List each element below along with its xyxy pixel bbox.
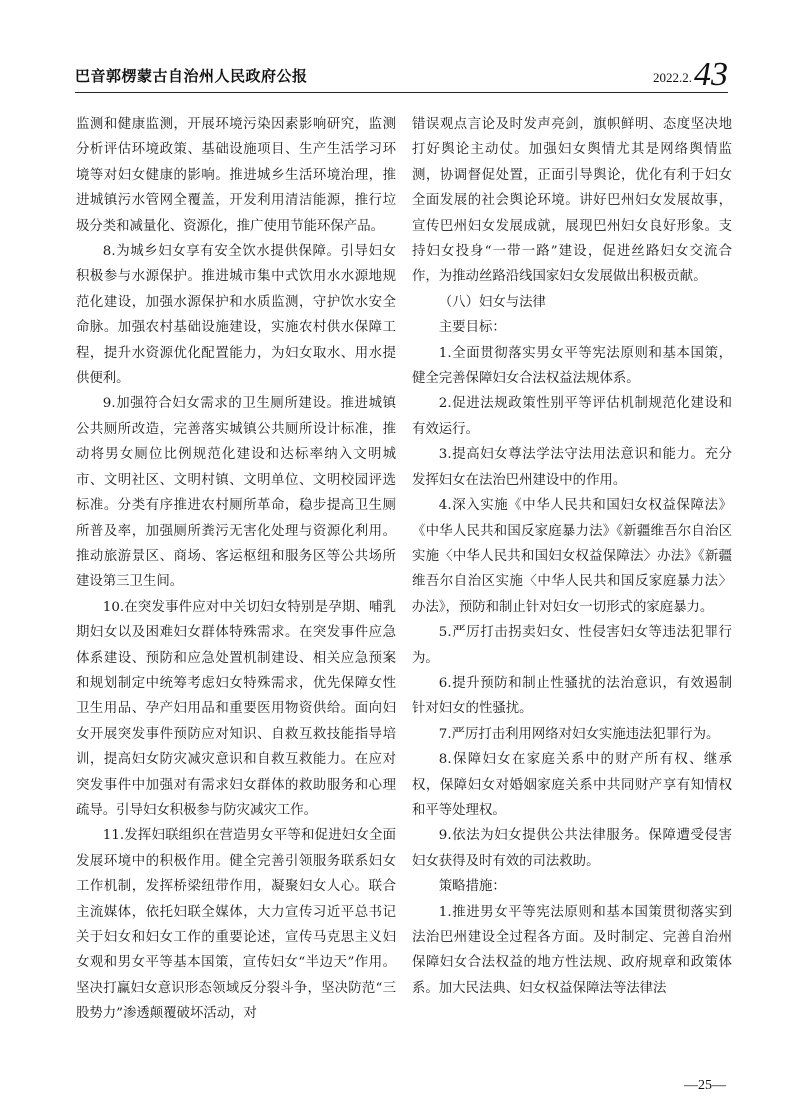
paragraph: 5.严厉打击拐卖妇女、性侵害妇女等违法犯罪行为。 (412, 625, 732, 666)
right-column (412, 112, 732, 1001)
paragraph: 1.全面贯彻落实男女平等宪法原则和基本国策，健全完善保障妇女合法权益法规体系。 (412, 345, 732, 387)
issue-large-number: 43 (694, 56, 728, 93)
paragraph: 4.深入实施《中华人民共和国妇女权益保障法》《中华人民共和国反家庭暴力法》《新疆维吾尔自治区实施〈中华人民共和国妇女权益保障法〉办法》《新疆维吾尔自治区实施〈中华人民共和国反家庭暴力法〉办法》，预防和制止针对妇女一切形式的家庭暴力。 (412, 498, 732, 615)
paragraph: 7.严厉打击利用网络对妇女实施违法犯罪行为。 (438, 726, 720, 742)
paragraph: 3.提高妇女尊法学法守法用法意识和能力。充分发挥妇女在法治巴州建设中的作用。 (412, 447, 732, 488)
left-column (76, 112, 396, 1027)
paragraph: 6.提升预防和制止性骚扰的法治意识，有效遏制针对妇女的性骚扰。 (412, 675, 732, 717)
paragraph: 9.依法为妇女提供公共法律服务。保障遭受侵害妇女获得及时有效的司法救助。 (412, 828, 732, 869)
page-number: —25— (684, 1078, 726, 1093)
paragraph: 8.保障妇女在家庭关系中的财产所有权、继承权，保障妇女对婚姻家庭关系中共同财产享有知情权和平等处理权。 (412, 752, 732, 818)
paragraph: 2.促进法规政策性别平等评估机制规范化建设和有效运行。 (412, 396, 732, 437)
publication-title: 巴音郭楞蒙古自治州人民政府公报 (75, 67, 308, 85)
issue-number: 2022.2. (653, 70, 692, 85)
page-header (75, 52, 728, 92)
subheading: 主要目标： (438, 320, 506, 336)
paragraph: 监测和健康监测，开展环境污染因素影响研究，监测分析评估环境政策、基础设施项目、生产生活学习环境等对妇女健康的影响。推进城乡生活环境治理，推进城镇污水管网全覆盖，开发利用清洁能源，推行垃圾分类和减量化、资源化，推广使用节能环保产品。 (76, 117, 396, 234)
subheading: 策略措施： (438, 879, 506, 895)
paragraph: 11.发挥妇联组织在营造男女平等和促进妇女全面发展环境中的积极作用。健全完善引领服务联系妇女工作机制，发挥桥梁纽带作用，凝聚妇女人心。联合主流媒体，依托妇联全媒体，大力宣传习近平总书记关于妇女和妇女工作的重要论述，宣传马克思主义妇女观和男女平等基本国策，宣传妇女“半边天”作用。坚决打赢妇女意识形态领域反分裂斗争，坚决防范“三股势力”渗透颠覆破坏活动，对 (76, 828, 396, 1022)
paragraph: 10.在突发事件应对中关切妇女特别是孕期、哺乳期妇女以及困难妇女群体特殊需求。在突发事件应急体系建设、预防和应急处置机制建设、相关应急预案和规划制定中统筹考虑妇女特殊需求，优先保障女性卫生用品、孕产妇用品和重要医用物资供给。面向妇女开展突发事件预防应对知识、自救互救技能指导培训，提高妇女防灾减灾意识和自救互救能力。在应对突发事件中加强对有需求妇女群体的救助服务和心理疏导。引导妇女积极参与防灾减灾工作。 (76, 599, 396, 818)
paragraph: 9.加强符合妇女需求的卫生厕所建设。推进城镇公共厕所改造，完善落实城镇公共厕所设计标准，推动将男女厕位比例规范化建设和达标率纳入文明城市、文明社区、文明村镇、文明单位、文明校园评选标准。分类有序推进农村厕所革命，稳步提高卫生厕所普及率，加强厕所粪污无害化处理与资源化利用。推动旅游景区、商场、客运枢纽和服务区等公共场所建设第三卫生间。 (76, 396, 396, 590)
paragraph: 8.为城乡妇女享有安全饮水提供保障。引导妇女积极参与水源保护。推进城市集中式饮用水水源地规范化建设，加强水源保护和水质监测，守护饮水安全命脉。加强农村基础设施建设，实施农村供水保障工程，提升水资源优化配置能力，为妇女取水、用水提供便利。 (76, 244, 396, 387)
header-divider (75, 92, 728, 93)
section-heading: （八）妇女与法律 (438, 294, 546, 310)
paragraph: 1.推进男女平等宪法原则和基本国策贯彻落实到法治巴州建设全过程各方面。及时制定、完善自治州保障妇女合法权益的地方性法规、政府规章和政策体系。加大民法典、妇女权益保障法等法律法 (412, 904, 732, 996)
paragraph: 错误观点言论及时发声亮剑，旗帜鲜明、态度坚决地打好舆论主动仗。加强妇女舆情尤其是网络舆情监测，协调督促处置，正面引导舆论，优化有利于妇女全面发展的社会舆论环境。讲好巴州妇女发展故事，宣传巴州妇女发展成就，展现巴州妇女良好形象。支持妇女投身“一带一路”建设，促进丝路妇女交流合作，为推动丝路沿线国家妇女发展做出积极贡献。 (412, 117, 732, 285)
